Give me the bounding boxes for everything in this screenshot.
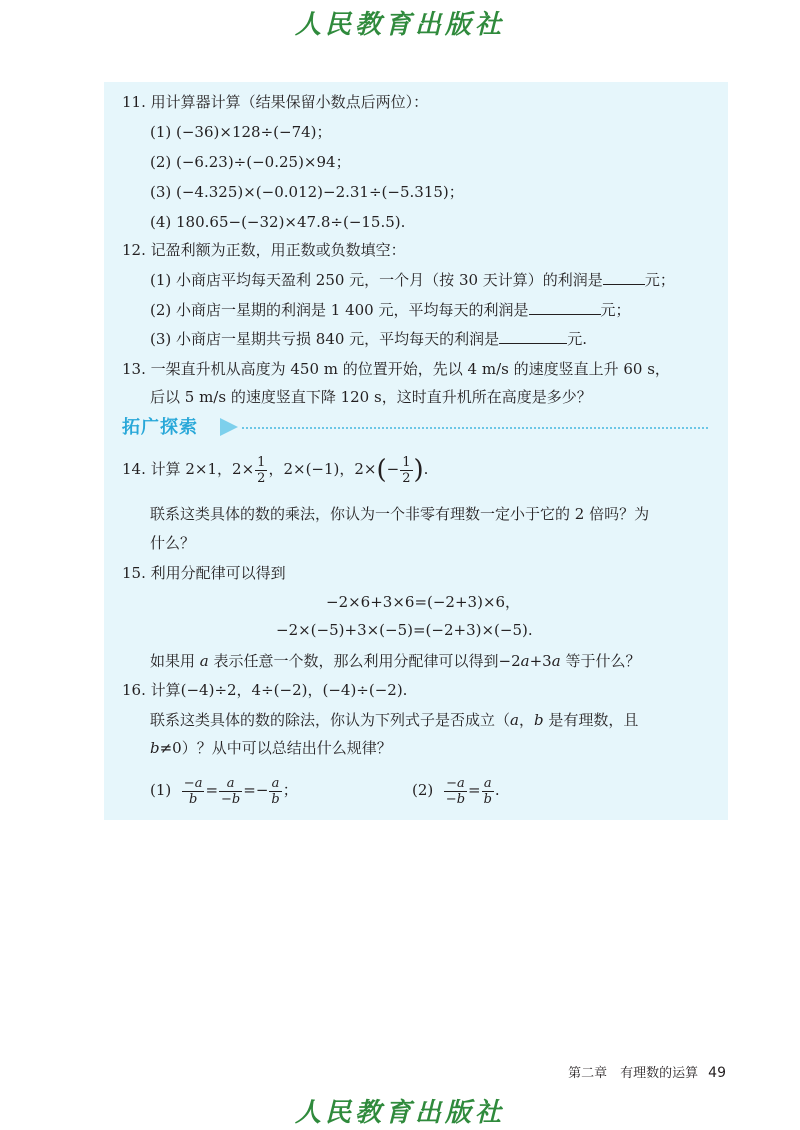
q12-part1-text: (1) 小商店平均每天盈利 250 元，一个月（按 30 天计算）的利润是 <box>150 271 603 289</box>
q16-text-c: 是有理数，且 <box>548 711 639 729</box>
q12-part3-text: (3) 小商店一星期共亏损 840 元，平均每天的利润是 <box>150 330 500 348</box>
answer-blank[interactable] <box>529 300 601 315</box>
fraction-denominator: −b <box>221 791 241 807</box>
q16-formula-2: (2) $\frac{-a}{-b}$ = $\frac{a}{b}$ . <box>412 775 500 807</box>
q11-part3: (3) (−4.325)×(−0.012)−2.31÷(−5.315)； <box>150 183 464 201</box>
q15-text-a: 如果用 <box>150 652 196 670</box>
fraction-numerator: −a <box>183 775 203 791</box>
q15-text-b: 表示任意一个数，那么利用分配律可以得到−2 <box>213 652 521 670</box>
q15-text-d: 等于什么？ <box>565 652 641 670</box>
answer-blank[interactable] <box>499 329 567 344</box>
q15-line4 <box>150 651 640 671</box>
q12-part1 <box>150 270 675 290</box>
q16-text-d: ≠0）？从中可以总结出什么规律？ <box>159 739 392 757</box>
page-number: 49 <box>708 1065 726 1081</box>
q14-line2: 联系这类具体的数的乘法，你认为一个非零有理数一定小于它的 2 倍吗？为 <box>150 505 650 523</box>
q16-line2 <box>150 710 638 730</box>
chapter-title: 第二章 有理数的运算 <box>568 1066 699 1081</box>
q13-line1: 13. 一架直升机从高度为 450 m 的位置开始，先以 4 m/s 的速度竖直上升 60 s， <box>122 360 670 378</box>
var-a: a <box>510 711 519 729</box>
fraction-numerator: 1 <box>257 454 266 470</box>
q11-part4: (4) 180.65−(−32)×47.8÷(−15.5). <box>150 213 406 231</box>
fraction-half <box>255 455 267 486</box>
fraction-neg-a-over-b <box>182 776 205 807</box>
q16-formula-1: (1) $\frac{-a}{b}$ = $\frac{a}{-b}$ =− $\frac{a}{b}$ ； <box>150 775 298 807</box>
q16-line3 <box>150 738 392 758</box>
part-label: (1) <box>150 781 172 799</box>
q14-stem: 14. 计算 2×1，2× $\frac{1}{2}$ ，2×(−1)，2×(− $\frac{1}{2}$ ). <box>122 454 429 486</box>
q11-stem: 11. 用计算器计算（结果保留小数点后两位）： <box>122 93 429 111</box>
var-b: b <box>150 739 160 757</box>
section-divider <box>242 427 708 429</box>
q12-part3 <box>150 329 587 349</box>
q12-part1-unit: 元； <box>644 271 675 289</box>
var-b: b <box>533 711 544 729</box>
q12-part2-unit: 元； <box>600 301 631 319</box>
q11-part1: (1) (−36)×128÷(−74)； <box>150 123 332 141</box>
part-label: (2) <box>412 781 434 799</box>
answer-blank[interactable] <box>603 270 645 285</box>
right-paren: ) <box>413 455 424 485</box>
fraction-numerator: a <box>219 776 242 792</box>
fraction-neg-a-over-neg-b <box>444 776 467 807</box>
fraction-denominator: 2 <box>257 470 266 486</box>
play-arrow-icon <box>220 418 238 436</box>
q15-eq1: −2×6+3×6=(−2+3)×6， <box>326 593 521 611</box>
fraction-a-over-b <box>269 776 281 807</box>
q16-stem: 16. 计算(−4)÷2，4÷(−2)，(−4)÷(−2). <box>122 681 408 699</box>
q11-part2: (2) (−6.23)÷(−0.25)×94； <box>150 153 351 171</box>
fraction-numerator: a <box>269 776 281 792</box>
page-footer <box>568 1062 726 1081</box>
q13-line2: 后以 5 m/s 的速度竖直下降 120 s，这时直升机所在高度是多少？ <box>150 388 592 406</box>
q14-line3: 什么？ <box>150 534 196 552</box>
q16-text-a: 联系这类具体的数的除法，你认为下列式子是否成立（ <box>150 711 511 729</box>
fraction-neg-half <box>400 455 412 486</box>
q12-part2-text: (2) 小商店一星期的利润是 1 400 元，平均每天的利润是 <box>150 301 529 319</box>
fraction-a-over-b <box>482 776 494 807</box>
fraction-a-over-neg-b <box>219 776 242 807</box>
q15-text-c: +3 <box>529 652 552 670</box>
var-a: a <box>551 652 561 670</box>
q16-comma: ， <box>518 711 534 729</box>
q12-part3-unit: 元. <box>567 330 587 348</box>
publisher-header: 人民教育出版社 <box>294 10 505 40</box>
left-paren: ( <box>376 455 387 485</box>
q14-stem-text: 14. 计算 2×1，2× <box>122 460 255 478</box>
var-a: a <box>199 652 209 670</box>
fraction-denominator: b <box>483 791 492 807</box>
fraction-numerator: 1 <box>402 454 411 470</box>
fraction-denominator: 2 <box>402 470 411 486</box>
fraction-denominator: b <box>188 791 198 807</box>
minus-sign: − <box>386 460 400 478</box>
section-heading: 拓广探索 <box>122 417 198 438</box>
publisher-footer: 人民教育出版社 <box>294 1098 505 1128</box>
q14-stem-text-2: ，2×(−1)，2× <box>268 460 377 478</box>
q12-part2 <box>150 300 631 320</box>
q12-stem: 12. 记盈利额为正数，用正数或负数填空： <box>122 241 406 259</box>
fraction-numerator: a <box>482 776 494 792</box>
var-a: a <box>520 652 530 670</box>
fraction-denominator: b <box>271 791 280 807</box>
q15-eq2: −2×(−5)+3×(−5)=(−2+3)×(−5). <box>276 621 533 639</box>
fraction-denominator: −b <box>445 791 466 807</box>
q15-stem: 15. 利用分配律可以得到 <box>122 564 286 582</box>
fraction-numerator: −a <box>444 776 467 792</box>
